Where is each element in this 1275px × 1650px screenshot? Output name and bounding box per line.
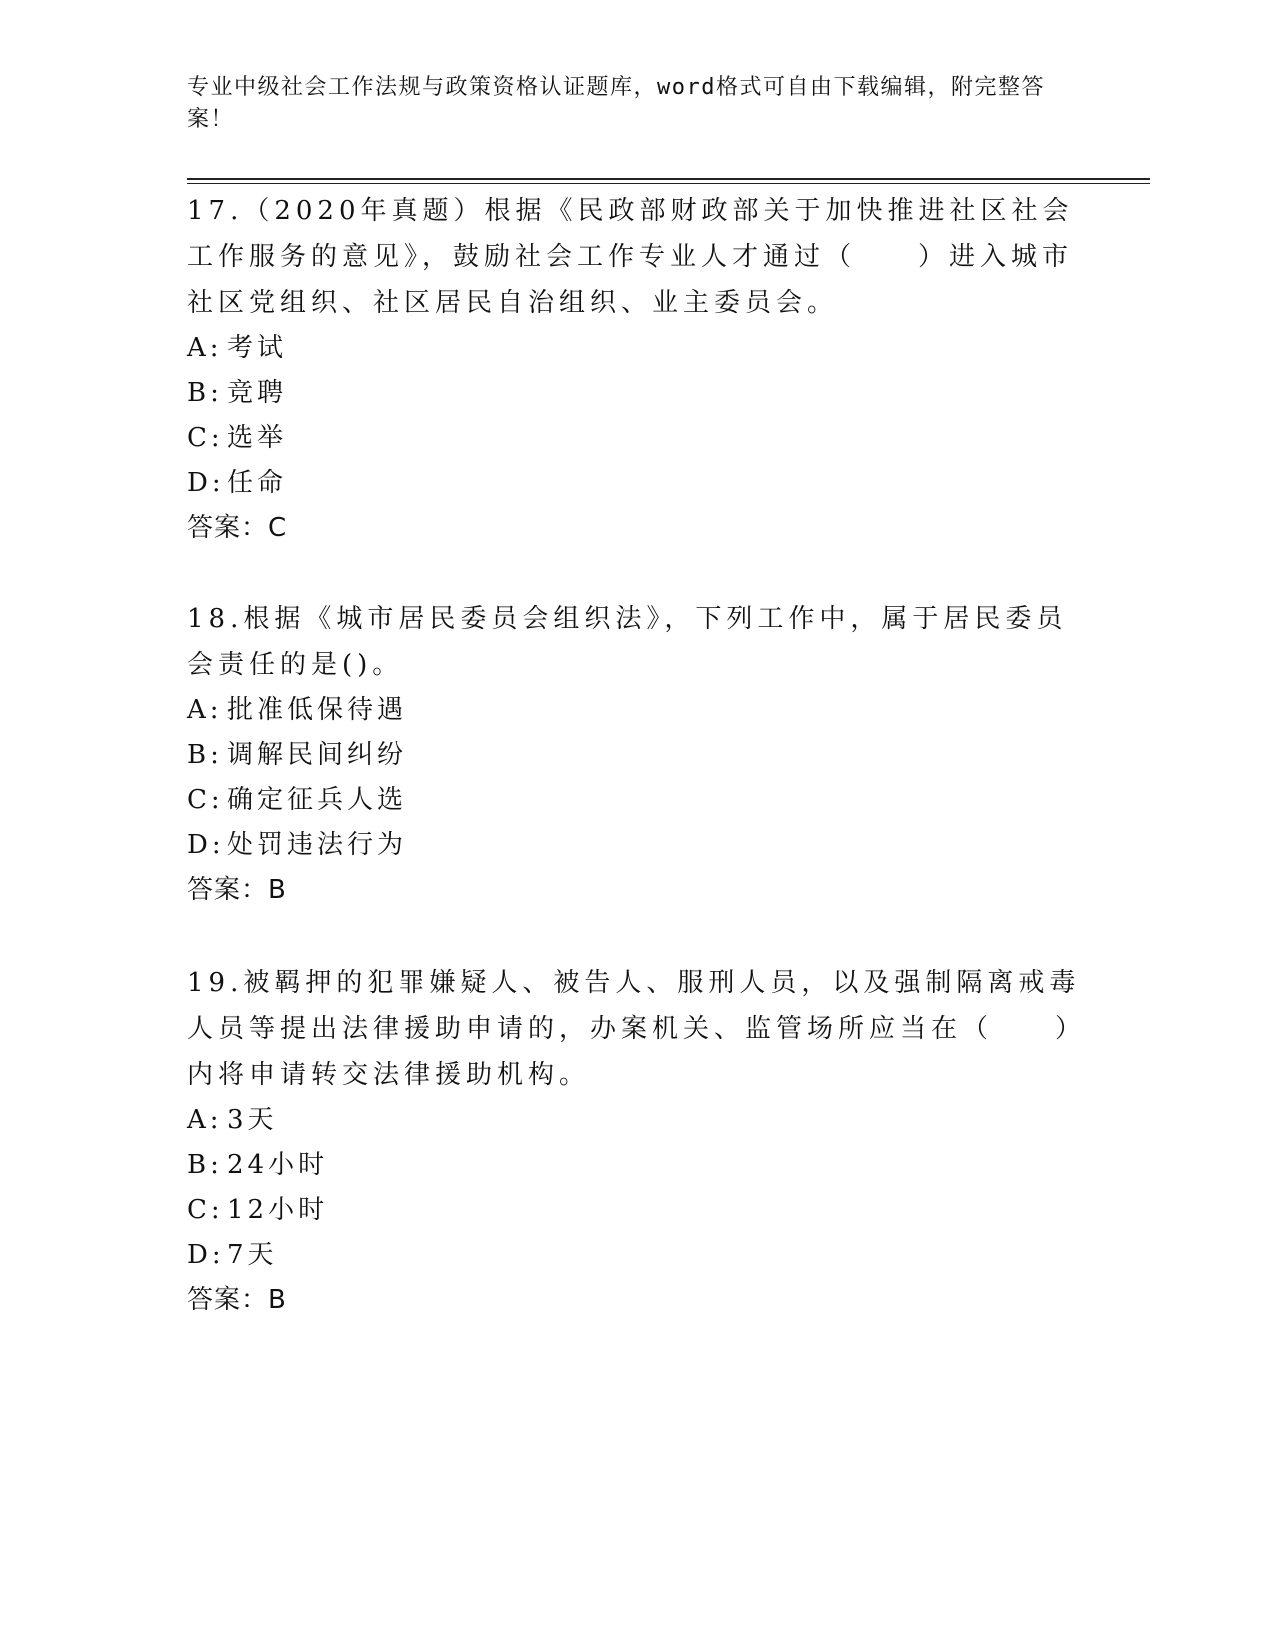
- option-text: 调解民间纠纷: [227, 740, 408, 770]
- option-text: 24小时: [227, 1150, 329, 1180]
- option-b: [187, 1143, 1087, 1188]
- option-a: [187, 326, 1087, 371]
- option-list: [187, 688, 1087, 868]
- option-c: [187, 416, 1087, 461]
- answer-line: 答案：B: [187, 875, 287, 905]
- option-c: [187, 1188, 1087, 1233]
- option-c: [187, 778, 1087, 823]
- question-text: 17.（2020年真题）根据《民政部财政部关于加快推进社区社会工作服务的意见》，鼓励社会工作专业人才通过（ ）进入城市社区党组织、社区居民自治组织、业主委员会。: [187, 196, 1074, 318]
- option-key: D:: [187, 830, 225, 860]
- option-text: 7天: [227, 1240, 278, 1270]
- option-key: B:: [187, 1150, 223, 1180]
- option-key: A:: [187, 1105, 223, 1135]
- option-text: 选举: [227, 423, 288, 453]
- question-18: [187, 596, 1087, 912]
- option-key: B:: [187, 740, 223, 770]
- option-b: [187, 371, 1087, 416]
- option-d: [187, 823, 1087, 868]
- option-key: A:: [187, 333, 223, 363]
- option-key: D:: [187, 1240, 225, 1270]
- document-header: 专业中级社会工作法规与政策资格认证题库，word格式可自由下载编辑，附完整答案！: [187, 75, 1045, 132]
- option-text: 12小时: [227, 1195, 329, 1225]
- option-text: 批准低保待遇: [227, 695, 408, 725]
- option-key: D:: [187, 468, 225, 498]
- option-b: [187, 733, 1087, 778]
- option-key: A:: [187, 695, 223, 725]
- question-19: [187, 960, 1087, 1322]
- option-text: 3天: [227, 1105, 278, 1135]
- question-text: 18.根据《城市居民委员会组织法》，下列工作中，属于居民委员会责任的是()。: [187, 604, 1068, 680]
- question-17: [187, 188, 1087, 550]
- option-key: C:: [187, 785, 224, 815]
- option-text: 确定征兵人选: [227, 785, 408, 815]
- option-a: [187, 688, 1087, 733]
- option-key: C:: [187, 1195, 224, 1225]
- option-d: [187, 461, 1087, 506]
- option-text: 竞聘: [227, 378, 288, 408]
- option-d: [187, 1233, 1087, 1278]
- question-text: 19.被羁押的犯罪嫌疑人、被告人、服刑人员，以及强制隔离戒毒人员等提出法律援助申请的，办案机关、监管场所应当在（ ）内将申请转交法律援助机构。: [187, 968, 1087, 1090]
- option-text: 任命: [227, 468, 288, 498]
- option-a: [187, 1098, 1087, 1143]
- option-list: [187, 326, 1087, 506]
- option-list: [187, 1098, 1087, 1278]
- option-text: 处罚违法行为: [227, 830, 408, 860]
- answer-line: 答案：C: [187, 513, 288, 543]
- option-text: 考试: [227, 333, 288, 363]
- answer-line: 答案：B: [187, 1285, 287, 1315]
- option-key: B:: [187, 378, 223, 408]
- header-divider-top: [187, 178, 1150, 180]
- option-key: C:: [187, 423, 224, 453]
- header-divider-bottom: [187, 183, 1150, 184]
